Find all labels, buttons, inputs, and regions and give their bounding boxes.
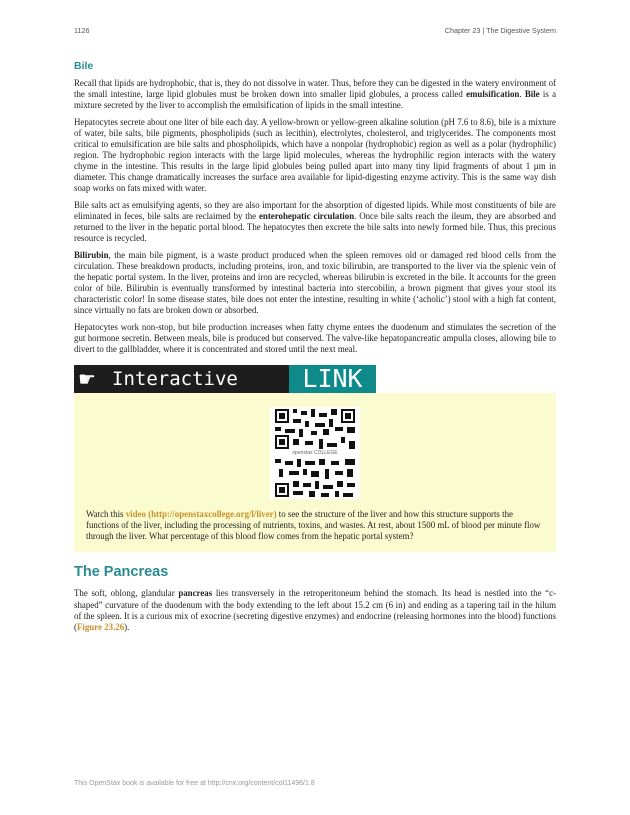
banner-interactive-label: Interactive <box>112 368 238 391</box>
qr-code-card[interactable] <box>270 407 360 499</box>
liver-video-link[interactable]: video (http://openstaxcollege.org/l/liver) <box>125 509 277 520</box>
term-enterohepatic-circulation: enterohepatic circulation <box>258 211 355 222</box>
page-content <box>74 60 556 638</box>
qr-code-top-icon <box>275 409 355 449</box>
interactive-link-text: Watch this video (http://openstaxcollege.org/l/liver) to see the structure of the liver and how this structure supports the functions of the liver, including the processing of nutrients, toxins, and wastes. At rest, about 1500 mL of blood per minute flow through the liver. What percentage of this blood flow comes from the hepatic portal system? <box>86 509 541 542</box>
interactive-link-banner <box>74 365 376 393</box>
bile-paragraph-3: Bile salts act as emulsifying agents, so they are also important for the absorption of digested lipids. While most constituents of bile are eliminated in feces, bile salts are reclaimed by the enterohepatic circulation. Once bile salts reach the ileum, they are absorbed and returned to the liver in the hepatic portal blood. The hepatocytes then excrete the bile salts into newly formed bile. Thus, this precious resource is recycled. <box>74 199 556 244</box>
qr-code-bottom-icon <box>275 459 355 497</box>
bile-paragraph-2: Hepatocytes secrete about one liter of bile each day. A yellow-brown or yellow-green alkaline solution (pH 7.6 to 8.6), bile is a mixture of water, bile salts, bile pigments, phospholipids (such as lecithin), electrolytes, cholesterol, and triglycerides. The components most critical to emulsification are bile salts and phospholipids, which have a nonpolar (hydrophobic) region as well as a polar (hydrophilic) region. The hydrophobic region interacts with the large lipid molecules, whereas the hydrophilic region interacts with the watery chyme in the intestine. This results in the large lipid globules being pulled apart into many tiny lipid fragments of about 1 µm in diameter. This change dramatically increases the surface area available for lipid-digesting enzyme activity. This is the same way dish soap works on fats mixed with water. <box>74 116 556 194</box>
term-pancreas: pancreas <box>178 588 213 599</box>
pancreas-heading: The Pancreas <box>74 564 169 581</box>
openstax-caption: openstax COLLEGE <box>292 450 338 457</box>
bile-paragraph-5: Hepatocytes work non-stop, but bile production increases when fatty chyme enters the duodenum and stimulates the secretion of the gut hormone secretin. Between meals, bile is produced but conserved. The valve-like hepatopancreatic ampulla closes, allowing bile to divert to the gallbladder, where it is concentrated and stored until the next meal. <box>74 321 556 355</box>
chapter-title: Chapter 23 | The Digestive System <box>444 26 556 35</box>
page-number: 1126 <box>74 26 90 35</box>
interactive-link-feature <box>74 365 556 552</box>
page-footer: This OpenStax book is available for free at http://cnx.org/content/col11496/1.8 <box>74 780 315 787</box>
figure-link[interactable]: Figure 23.26 <box>76 621 125 632</box>
bile-heading: Bile <box>74 60 94 72</box>
term-bilirubin: Bilirubin <box>74 249 109 260</box>
interactive-link-box <box>74 393 556 552</box>
pointing-hand-icon: ☛ <box>78 367 96 392</box>
term-emulsification: emulsification <box>466 89 520 100</box>
page-header <box>74 26 556 38</box>
bile-paragraph-4: Bilirubin, the main bile pigment, is a waste product produced when the spleen removes old or damaged red blood cells from the circulation. These breakdown products, including proteins, iron, and toxic bilirubin, are transported to the liver via the splenic vein of the hepatic portal system. In the liver, proteins and iron are recycled, whereas bilirubin is excreted in the bile. It accounts for the green color of bile. Bilirubin is eventually transformed by intestinal bacteria into stercobilin, a brown pigment that gives your stool its characteristic color! In some disease states, bile does not enter the intestine, resulting in white (‘acholic’) stool with a high fat content, since virtually no fats are broken down or absorbed. <box>74 249 556 316</box>
banner-link-label: LINK <box>289 365 376 393</box>
bile-paragraph-1: Recall that lipids are hydrophobic, that is, they do not dissolve in water. Thus, before they can be digested in the watery environment of the small intestine, large lipid globules must be broken down into smaller lipid globules, a process called emulsification. Bile is a mixture secreted by the liver to accomplish the emulsification of lipids in the small intestine. <box>74 78 557 111</box>
pancreas-paragraph: The soft, oblong, glandular pancreas lies transversely in the retroperitoneum behind the stomach. Its head is nestled into the “c-shaped” curvature of the duodenum with the body extending to the left about 15.2 cm (6 in) and ending as a tapering tail in the hilum of the spleen. It is a curious mix of exocrine (secreting digestive enzymes) and endocrine (releasing hormones into the blood) functions (Figure 23.26). <box>74 588 556 632</box>
term-bile: Bile <box>524 89 540 100</box>
banner-dark-part <box>74 365 289 393</box>
